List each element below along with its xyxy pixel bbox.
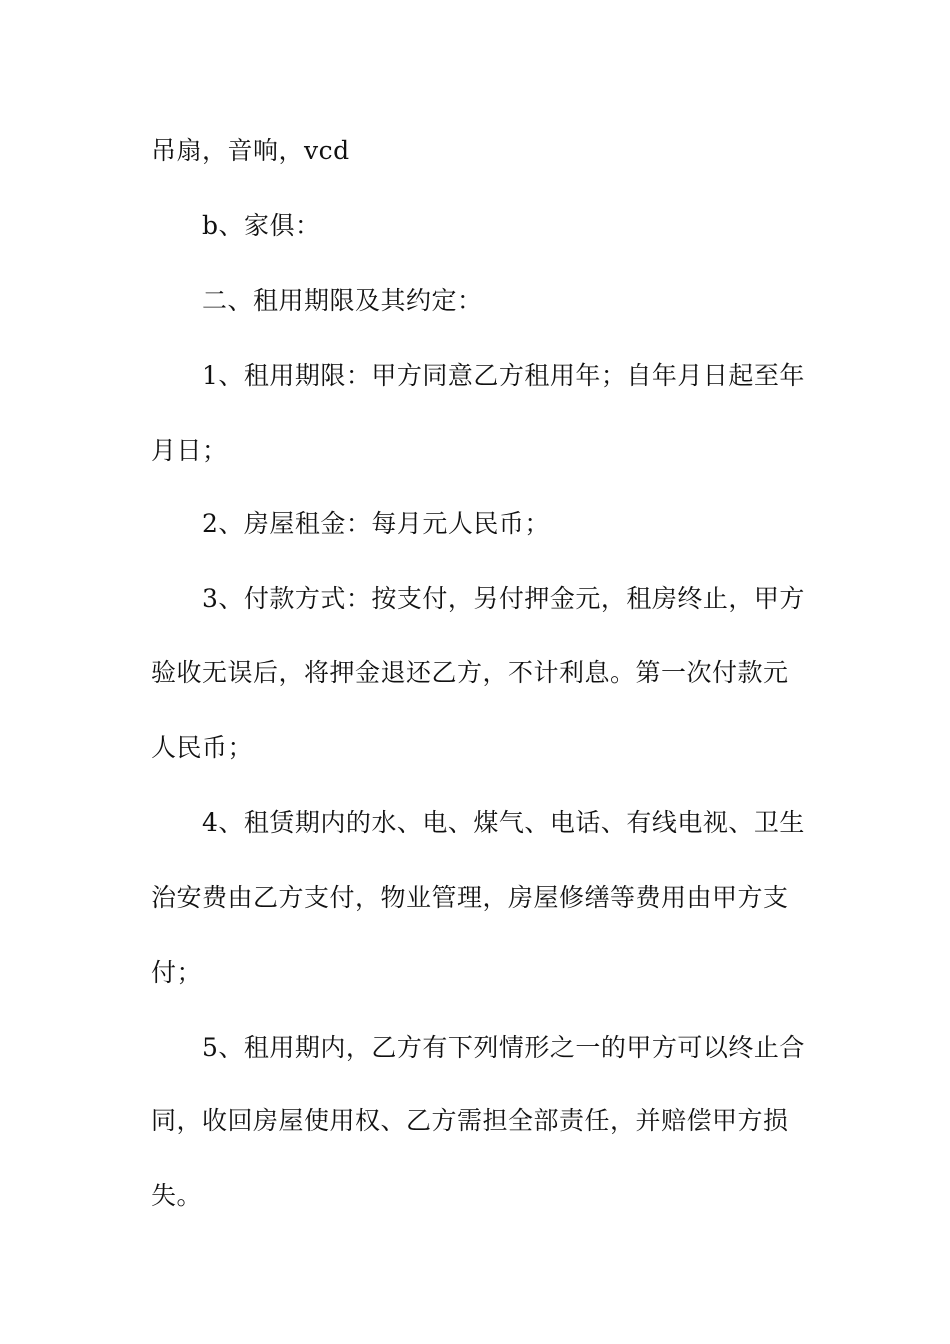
clause-3-line-3: 人民币； [151, 733, 254, 762]
clause-3-line-2: 验收无误后，将押金退还乙方，不计利息。第一次付款元 [151, 658, 789, 687]
clause-4-line-3: 付； [151, 958, 203, 987]
text-line-appliances: 吊扇，音响，vcd [151, 136, 350, 165]
clause-4-line-1: 4、租赁期内的水、电、煤气、电话、有线电视、卫生 [202, 808, 805, 837]
text-line-furniture: b、家俱： [202, 211, 321, 240]
clause-4-line-2: 治安费由乙方支付，物业管理，房屋修缮等费用由甲方支 [151, 883, 789, 912]
clause-1-line-1: 1、租用期限：甲方同意乙方租用年；自年月日起至年 [202, 361, 805, 390]
clause-2-line-1: 2、房屋租金：每月元人民币； [202, 509, 550, 538]
clause-5-line-1: 5、租用期内，乙方有下列情形之一的甲方可以终止合 [202, 1033, 805, 1062]
clause-1-line-2: 月日； [151, 436, 228, 465]
section-heading-lease-term: 二、租用期限及其约定： [202, 286, 483, 315]
clause-3-line-1: 3、付款方式：按支付，另付押金元，租房终止，甲方 [202, 584, 805, 613]
clause-5-line-2: 同，收回房屋使用权、乙方需担全部责任，并赔偿甲方损 [151, 1106, 789, 1135]
clause-5-line-3: 失。 [151, 1181, 203, 1210]
